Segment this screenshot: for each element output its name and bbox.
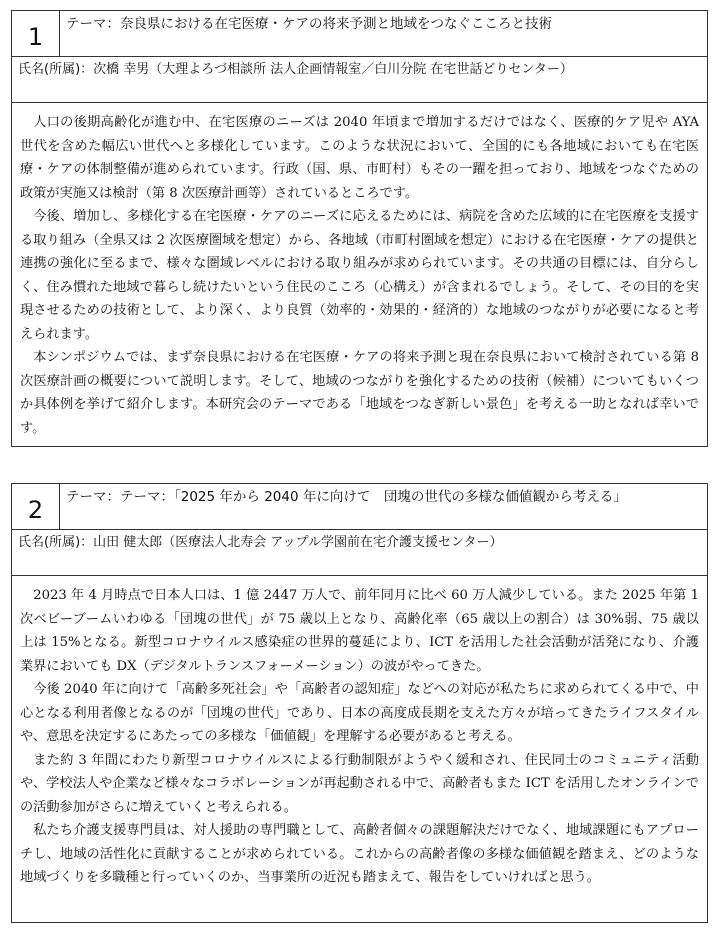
theme-text: テーマ：奈良県における在宅医療・ケアの将来予測と地域をつなぐこころと技術 [66,16,552,32]
card-header [12,11,707,57]
paragraph: 私たち介護支援専門員は、対人援助の専門職として、高齢者個々の課題解決だけでなく、地域課題にもアプローチし、地域の活性化に貢献することが求められている。これからの高齢者像の多様な価値観を踏まえ、どのような地域づくりを多職種と行っていくのか、当事業所の近況も踏まえて、報告をしていければと思う。 [20,823,699,885]
card-number: 2 [12,484,60,529]
card-number: 1 [12,11,60,56]
paragraph: 今後 2040 年に向けて「高齢多死社会」や「高齢者の認知症」などへの対応が私たちに求められてくる中で、中心となる利用者像となるのが「団塊の世代」であり、日本の高度成長期を支えた方々が培ってきたライフスタイルや、意思を決定するにあたっての多様な「価値観」を理解する必要があると考える。 [20,682,699,744]
paragraph: 人口の後期高齢化が進む中、在宅医療のニーズは 2040 年頃まで増加するだけではなく、医療的ケア児や AYA 世代を含めた幅広い世代へと多様化しています。このような状況において、全国的にも各地域においても在宅医療・ケアの体制整備が進められています。行政（国、県、市町村）もその一躍を担っており、地域をつなぐための政策が実施又は検討（第 8 次医療計画等）されているところです。 [20,115,699,201]
paragraph: 2023 年 4 月時点で日本人口は、1 億 2447 万人で、前年同月に比べ 60 万人減少している。また 2025 年第 1 次ベビーブームいわゆる「団塊の世代」が 75 歳以上となり、高齢化率（65 歳以上の割合）は 30%弱、75 歳以上は 15%となる。新型コロナウイルス感染症の世界的蔓延により、ICT を活用した社会活動が活発になり、介護業界においても DX（デジタルトランスフォーメーション）の波がやってきた。 [20,588,699,674]
card-header [12,484,707,530]
paragraph: また約 3 年間にわたり新型コロナウイルスによる行動制限がようやく緩和され、住民同士のコミュニティ活動や、学校法人や企業など様々なコラボレーションが再起動される中で、高齢者もまた ICT を活用したオンラインでの活動参加がさらに増えていくと考えられる。 [20,752,699,815]
author-affiliation: 氏名(所属)：山田 健太郎（医療法人北寿会 アップル学園前在宅介護支援センター） [12,530,707,576]
author-affiliation: 氏名(所属)：次橋 幸男（大理よろづ相談所 法人企画情報室／白川分院 在宅世話どりセンター） [12,57,707,103]
abstract-card-1 [11,10,708,447]
paragraph: 今後、増加し、多様化する在宅医療・ケアのニーズに応えるためには、病院を含めた広域的に在宅医療を支援する取り組み（全県又は 2 次医療圏域を想定）から、各地域（市町村圏域を想定）における在宅医療・ケアの提供と連携の強化に至るまで、様々な圏域レベルにおける取り組みが求められています。その共通の目標には、自分らしく、住み慣れた地域で暮らし続けたいという住民のこころ（心構え）が含まれるでしょう。そして、その目的を実現させるための技術として、より深く、より良質（効率的・効果的・経済的）な地域のつながりが必要になると考えられます。 [20,209,699,342]
abstract-body [12,103,707,446]
theme-text: テーマ：テーマ：「2025 年から 2040 年に向けて 団塊の世代の多様な価値観から考える」 [66,489,627,505]
abstract-body [12,576,707,896]
abstract-card-2 [11,483,708,923]
paragraph: 本シンポジウムでは、まず奈良県における在宅医療・ケアの将来予測と現在奈良県において検討されている第 8 次医療計画の概要について説明します。そして、地域のつながりを強化するための技術（候補）についてもいくつか具体例を挙げて紹介します。本研究会のテーマである「地域をつなぎ新しい景色」を考える一助となれば幸いです。 [20,350,699,436]
